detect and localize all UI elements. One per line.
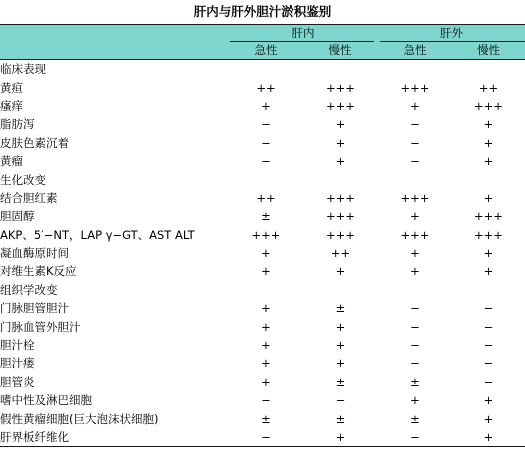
table-row <box>0 152 525 170</box>
table-row <box>0 60 525 78</box>
value-cell: + <box>410 264 420 279</box>
value-cell: + <box>483 393 494 408</box>
table-row <box>0 281 525 299</box>
value-cell: + <box>410 393 420 408</box>
value-cell: + <box>483 154 494 169</box>
value-cell: − <box>410 117 420 132</box>
value-cell: − <box>483 301 494 316</box>
row-label: 胆固醇 <box>0 209 35 224</box>
value-cell: +++ <box>400 190 430 205</box>
value-cell: +++ <box>251 227 281 242</box>
subheader-acute: 急性 <box>254 43 278 57</box>
value-cell: ± <box>410 411 420 426</box>
value-cell: +++ <box>326 80 355 95</box>
value-cell: +++ <box>326 190 355 205</box>
row-label: 瘙痒 <box>0 98 23 113</box>
value-cell <box>452 170 525 188</box>
table-row <box>0 115 525 133</box>
comparison-table <box>0 60 525 447</box>
row-label: 凝血酶原时间 <box>0 246 69 261</box>
value-cell: + <box>261 246 271 261</box>
value-cell: + <box>483 135 494 150</box>
value-cell <box>378 170 452 188</box>
value-cell <box>303 281 378 299</box>
group-header-extrahepatic: 肝外 <box>440 26 463 40</box>
group-header-row <box>0 25 525 42</box>
value-cell: − <box>410 430 420 444</box>
value-cell: +++ <box>326 98 355 113</box>
row-label: 门脉胆管胆汁 <box>0 301 69 316</box>
value-cell <box>229 281 303 299</box>
value-cell: +++ <box>400 80 430 95</box>
value-cell: − <box>410 154 420 169</box>
value-cell <box>229 60 303 78</box>
value-cell: − <box>261 393 271 408</box>
table-header <box>0 24 525 60</box>
group-header-intrahepatic: 肝内 <box>291 26 315 40</box>
value-cell: + <box>483 411 494 426</box>
value-cell: + <box>410 98 420 113</box>
value-cell: − <box>261 430 271 444</box>
row-label: 结合胆红素 <box>0 190 58 205</box>
value-cell: ± <box>261 209 271 224</box>
value-cell: + <box>483 430 494 444</box>
row-label: 胆汁瘘 <box>0 356 35 371</box>
row-label: AKP、5′−NT，LAP γ−GT、AST ALT <box>0 227 195 242</box>
value-cell <box>378 281 452 299</box>
subheader-row <box>0 42 525 59</box>
value-cell: + <box>335 338 346 353</box>
value-cell: +++ <box>474 209 503 224</box>
value-cell: ± <box>335 411 346 426</box>
value-cell: − <box>483 319 494 334</box>
row-label: 生化改变 <box>0 172 46 187</box>
value-cell: ± <box>335 374 346 389</box>
value-cell: + <box>261 98 271 113</box>
row-label: 脂肪泻 <box>0 117 35 132</box>
row-label: 临床表现 <box>0 62 46 77</box>
value-cell <box>452 281 525 299</box>
table-row <box>0 226 525 244</box>
value-cell: + <box>410 209 420 224</box>
value-cell: + <box>483 117 494 132</box>
value-cell: + <box>410 246 420 261</box>
value-cell: + <box>335 117 346 132</box>
page-title: 肝内与肝外胆汁淤积鉴别 <box>193 4 332 19</box>
value-cell: − <box>261 154 271 169</box>
value-cell: + <box>335 135 346 150</box>
table-row <box>0 207 525 225</box>
subheader-chronic: 慢性 <box>477 43 500 57</box>
row-label: 门脉血管外胆汁 <box>0 319 81 334</box>
value-cell: ++ <box>330 246 351 261</box>
value-cell: + <box>335 154 346 169</box>
value-cell: ++ <box>478 80 499 95</box>
row-label: 胆汁栓 <box>0 338 35 353</box>
row-label: 黄瘤 <box>0 154 23 169</box>
table-row <box>0 189 525 207</box>
value-cell: + <box>261 301 271 316</box>
value-cell: ± <box>410 374 420 389</box>
value-cell: − <box>483 338 494 353</box>
table-row <box>0 336 525 354</box>
value-cell <box>229 170 303 188</box>
value-cell <box>303 170 378 188</box>
row-label: 黄疸 <box>0 80 23 95</box>
value-cell <box>378 60 452 78</box>
value-cell: − <box>410 135 420 150</box>
row-label: 组织学改变 <box>0 282 58 297</box>
value-cell: +++ <box>474 98 503 113</box>
value-cell: − <box>261 135 271 150</box>
table-row <box>0 262 525 280</box>
value-cell: − <box>483 356 494 371</box>
table-row <box>0 354 525 372</box>
value-cell <box>452 60 525 78</box>
value-cell: + <box>261 264 271 279</box>
table-row <box>0 373 525 391</box>
table-row <box>0 97 525 115</box>
value-cell: − <box>483 374 494 389</box>
row-label: 皮肤色素沉着 <box>0 135 69 150</box>
value-cell: + <box>335 430 346 444</box>
value-cell <box>303 60 378 78</box>
value-cell: + <box>261 374 271 389</box>
table-row <box>0 170 525 188</box>
value-cell: +++ <box>474 227 503 242</box>
value-cell: ++ <box>256 190 276 205</box>
row-label: 假性黄瘤细胞(巨大泡沫状细胞) <box>0 411 159 426</box>
value-cell: + <box>335 264 346 279</box>
subheader-chronic: 慢性 <box>328 43 352 57</box>
value-cell: + <box>261 319 271 334</box>
value-cell: + <box>483 246 494 261</box>
value-cell: + <box>483 264 494 279</box>
value-cell: ++ <box>256 80 276 95</box>
row-label: 胆管炎 <box>0 374 35 389</box>
value-cell: + <box>261 356 271 371</box>
value-cell: − <box>335 393 346 408</box>
value-cell: − <box>410 356 420 371</box>
value-cell: + <box>261 338 271 353</box>
table-row <box>0 409 525 427</box>
value-cell: ± <box>261 411 271 426</box>
row-label: 肝界板纤维化 <box>0 430 69 444</box>
table-row <box>0 78 525 96</box>
table-row <box>0 317 525 335</box>
value-cell: ± <box>335 301 346 316</box>
value-cell: +++ <box>326 209 355 224</box>
value-cell: − <box>410 301 420 316</box>
table-row <box>0 244 525 262</box>
value-cell: − <box>410 338 420 353</box>
value-cell: − <box>261 117 271 132</box>
table-row <box>0 134 525 152</box>
value-cell: + <box>483 190 494 205</box>
value-cell: +++ <box>400 227 430 242</box>
subheader-acute: 急性 <box>403 43 427 57</box>
value-cell: + <box>335 356 346 371</box>
table-row <box>0 391 525 409</box>
table-row <box>0 299 525 317</box>
value-cell: − <box>410 319 420 334</box>
value-cell: +++ <box>326 227 355 242</box>
row-label: 嗜中性及淋巴细胞 <box>0 393 92 408</box>
table-row <box>0 428 525 447</box>
value-cell: + <box>335 319 346 334</box>
row-label: 对维生素K反应 <box>0 264 77 279</box>
